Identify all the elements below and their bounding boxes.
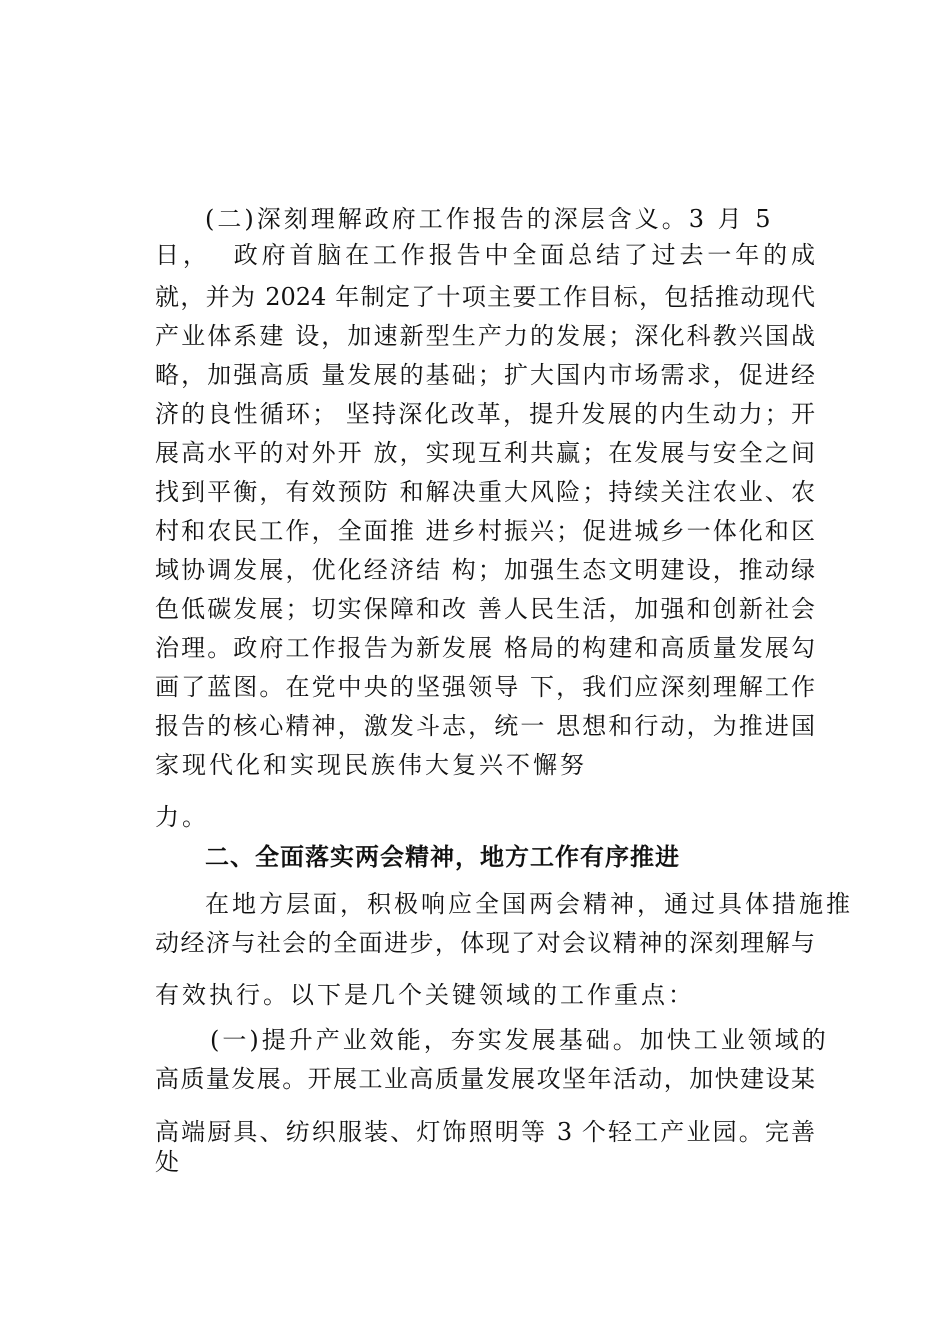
paragraph-line: 高端厨具、纺织服装、灯饰照明等 3 个轻工产业园。完善 xyxy=(155,1118,815,1146)
paragraph-line: 产业体系建 设，加速新型生产力的发展；深化科教兴国战 xyxy=(155,322,815,350)
paragraph-line: 有效执行。以下是几个关键领域的工作重点： xyxy=(155,981,695,1009)
paragraph-line: 村和农民工作，全面推 进乡村振兴；促进城乡一体化和区 xyxy=(155,517,815,545)
paragraph-line: 动经济与社会的全面进步，体现了对会议精神的深刻理解与 xyxy=(155,929,815,957)
paragraph-line: 找到平衡，有效预防 和解决重大风险；持续关注农业、农 xyxy=(155,478,815,506)
paragraph-line: 高质量发展。开展工业高质量发展攻坚年活动，加快建设某 xyxy=(155,1065,815,1093)
paragraph-line: 济的良性循环； 坚持深化改革，提升发展的内生动力；开 xyxy=(155,400,815,428)
paragraph-line: 略，加强高质 量发展的基础；扩大国内市场需求，促进经 xyxy=(155,361,815,389)
paragraph-line: 色低碳发展；切实保障和改 善人民生活，加强和创新社会 xyxy=(155,595,815,623)
paragraph-line: (一)提升产业效能，夯实发展基础。加快工业领域的 xyxy=(210,1026,829,1054)
paragraph-line: 处 xyxy=(155,1148,182,1176)
paragraph-line: 力。 xyxy=(155,803,209,831)
paragraph-line: 展高水平的对外开 放，实现互利共赢；在发展与安全之间 xyxy=(155,439,815,467)
paragraph-line: 日， 政府首脑在工作报告中全面总结了过去一年的成 xyxy=(155,241,815,269)
paragraph-line: 就，并为 2024 年制定了十项主要工作目标，包括推动现代 xyxy=(155,283,815,311)
paragraph-line: 在地方层面，积极响应全国两会精神，通过具体措施推 xyxy=(205,890,853,918)
paragraph-line: 家现代化和实现民族伟大复兴不懈努 xyxy=(155,751,587,779)
paragraph-line: 域协调发展，优化经济结 构；加强生态文明建设，推动绿 xyxy=(155,556,815,584)
section-heading: 二、全面落实两会精神，地方工作有序推进 xyxy=(205,843,680,871)
paragraph-line: 报告的核心精神，激发斗志，统一 思想和行动，为推进国 xyxy=(155,712,815,740)
paragraph-line: (二)深刻理解政府工作报告的深层含义。3 月 5 xyxy=(205,205,774,233)
paragraph-line: 治理。政府工作报告为新发展 格局的构建和高质量发展勾 xyxy=(155,634,815,662)
paragraph-line: 画了蓝图。在党中央的坚强领导 下，我们应深刻理解工作 xyxy=(155,673,815,701)
